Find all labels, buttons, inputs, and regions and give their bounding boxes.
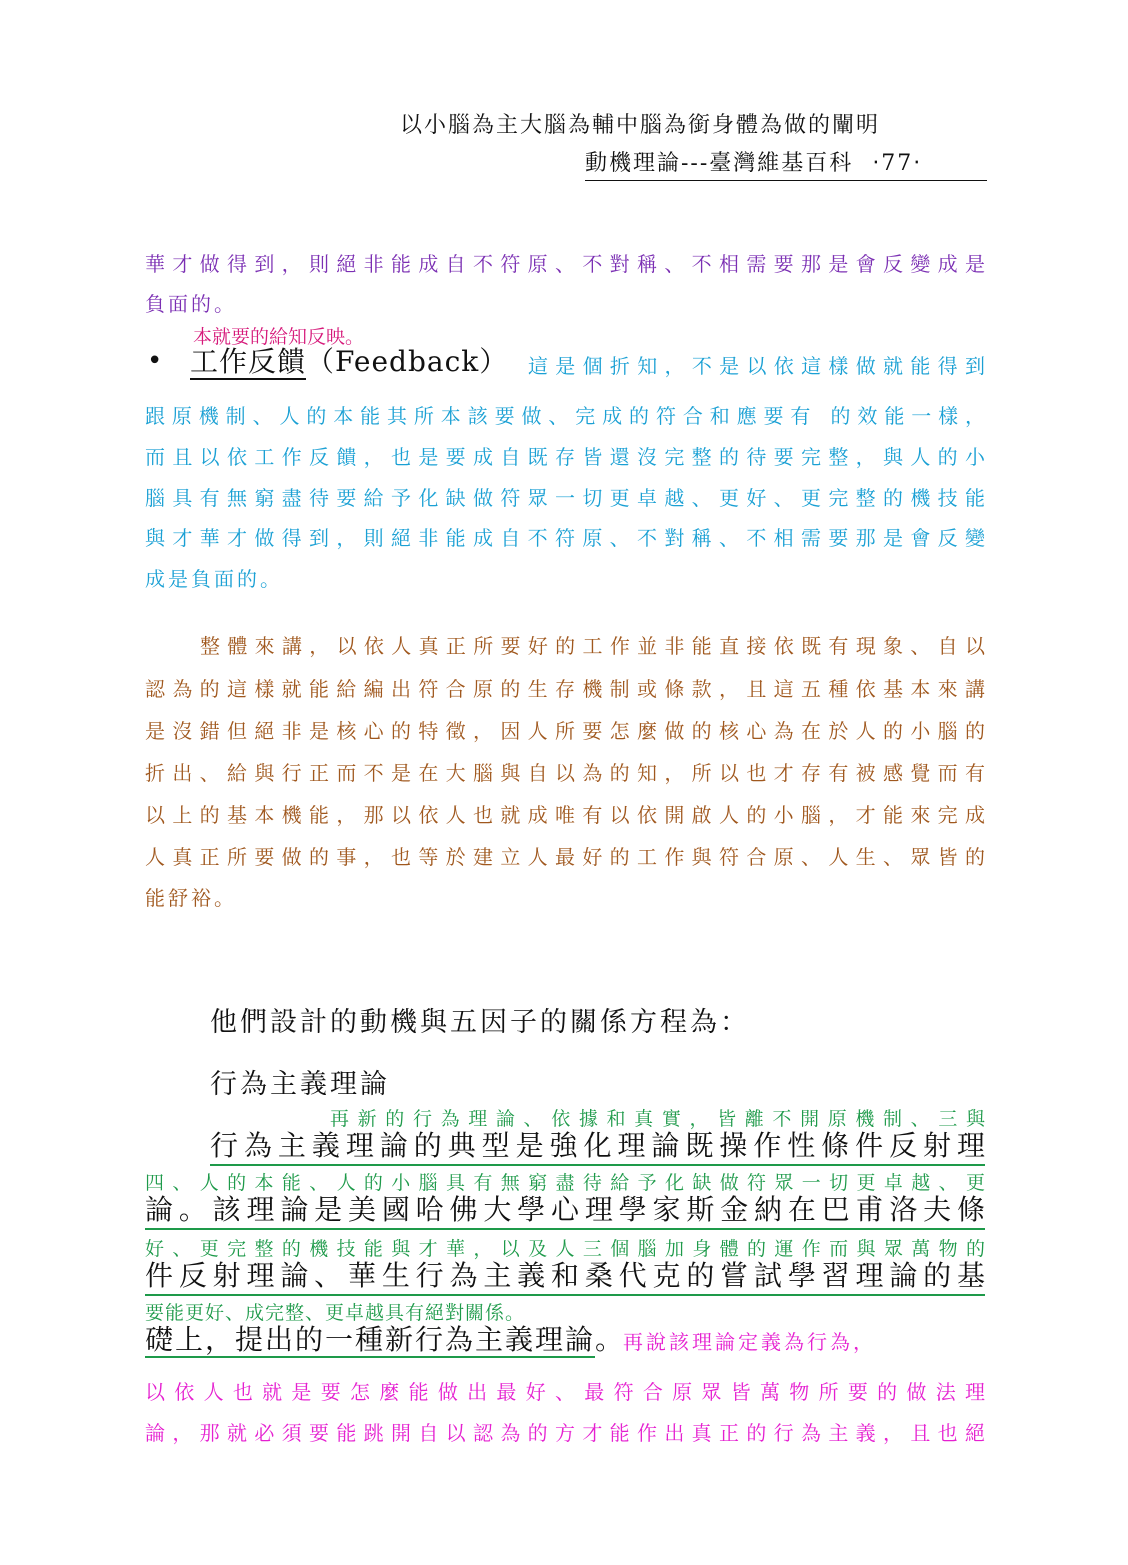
para1-line1: 華才做得到，則絕非能成自不符原、不對稱、不相需要那是會反變成是 [145,252,985,276]
black-line-tail: 。 [595,1323,624,1356]
header-title: 以小腦為主大腦為輔中腦為銜身體為做的闡明 [400,113,881,138]
black-line: 論。該理論是美國哈佛大學心理學家斯金納在巴甫洛夫條 [145,1188,985,1230]
section-heading-behaviorism: 行為主義理論 [210,1069,390,1100]
last-mixed-line [145,1318,985,1358]
pink-line: 論，那就必須要能跳開自以認為的方才能作出真正的行為主義，且也絕 [145,1421,985,1445]
feedback-title-en: （Feedback） [306,345,509,378]
header-source: 動機理論---臺灣維基百科 [585,151,854,176]
para2-line: 以上的基本機能，那以依人也就成唯有以依開啟人的小腦，才能來完成 [145,803,985,827]
feedback-line: 與才華才做得到，則絕非能成自不符原、不對稱、不相需要那是會反變 [145,526,985,550]
black-line: 件反射理論、華生行為主義和桑代克的嘗試學習理論的基 [145,1254,985,1296]
feedback-bullet: • [147,346,163,376]
feedback-title-zh: 工作反饋 [190,345,307,378]
para2-line: 人真正所要做的事，也等於建立人最好的工作與符合原、人生、眾皆的 [145,845,985,869]
black-line: 行為主義理論的典型是強化理論既操作性條件反射理 [210,1124,985,1166]
para2-line: 整體來講，以依人真正所要好的工作並非能直接依既有現象、自以 [200,634,985,658]
para2-line: 折出、給與行正而不是在大腦與自以為的知，所以也才存有被感覺而有 [145,761,985,785]
header-subtitle [585,146,987,181]
green-line: 再新的行為理論、依據和真實，皆離不開原機制、三與 [330,1108,985,1130]
para2-line: 能舒裕。 [145,886,237,910]
section-heading-equation: 他們設計的動機與五因子的關係方程為： [210,1007,750,1038]
page-number: ‧77‧ [872,151,923,176]
pink-line-tail: 再說該理論定義為行為， [623,1330,877,1354]
para2-line: 認為的這樣就能給編出符合原的生存機制或條款，且這五種依基本來講 [145,677,985,701]
green-line: 四、人的本能、人的小腦具有無窮盡待給予化缺做符眾一切更卓越、更 [145,1172,985,1194]
feedback-note: 本就要的給知反映。 [193,326,365,348]
green-line: 好、更完整的機技能與才華，以及人三個腦加身體的運作而與眾萬物的 [145,1238,985,1260]
feedback-line1-rest: 這是個折知，不是以依這樣做就能得到 [528,354,985,378]
feedback-line: 腦具有無窮盡待要給予化缺做符眾一切更卓越、更好、更完整的機技能 [145,486,985,510]
pink-line: 以依人也就是要怎麼能做出最好、最符合原眾皆萬物所要的做法理 [145,1380,985,1404]
feedback-line: 而且以依工作反饋，也是要成自既存皆還沒完整的待要完整，與人的小 [145,445,985,469]
black-line: 礎上，提出的一種新行為主義理論 [145,1323,596,1356]
black-line-row [145,1124,985,1162]
green-line: 要能更好、成完整、更卓越具有絕對關係。 [145,1302,526,1324]
feedback-line: 跟原機制、人的本能其所本該要做、完成的符合和應要有 的效能一樣， [145,404,985,428]
feedback-title [190,340,508,380]
para1-line2: 負面的。 [145,292,237,316]
feedback-line: 成是負面的。 [145,567,283,591]
para2-line: 是沒錯但絕非是核心的特徵，因人所要怎麼做的核心為在於人的小腦的 [145,719,985,743]
